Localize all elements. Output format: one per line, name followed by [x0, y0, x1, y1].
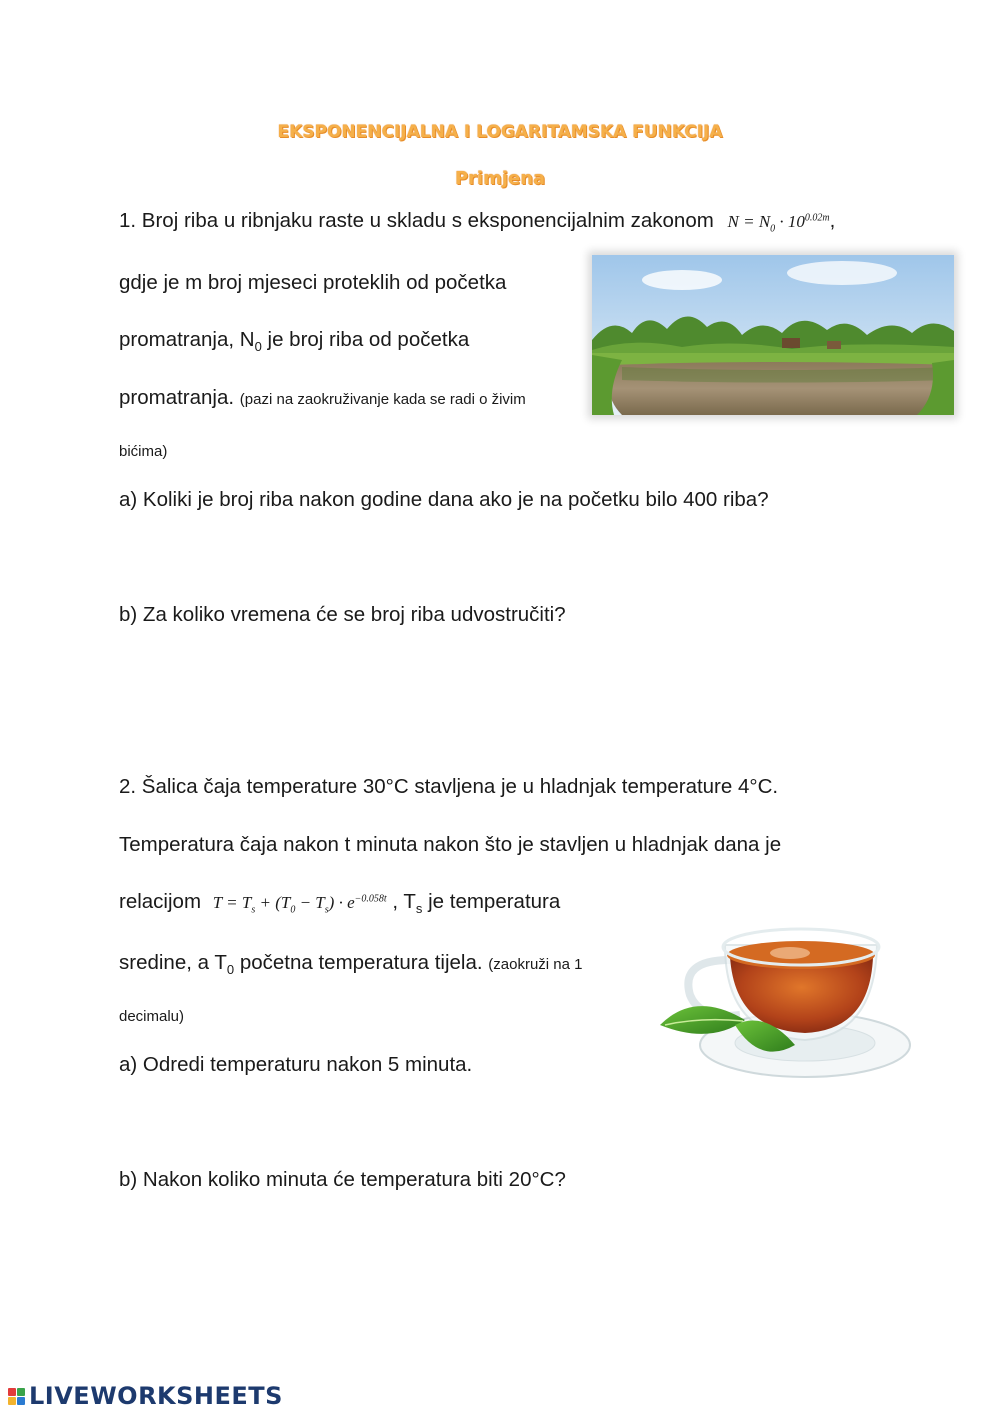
q2-line2: Temperatura čaja nakon t minuta nakon što je stavljen u hladnjak dana je [119, 833, 782, 856]
q2-line1: 2. Šalica čaja temperature 30°C stavljena je u hladnjak temperature 4°C. [119, 775, 779, 798]
tea-cup-image [655, 915, 915, 1095]
q2-line3: relacijom $T = T_s + (T_0 - T_s) \cdot e^{-0.058t}$ , $T_s$ je temperatura [119, 890, 561, 917]
q1-formula: $N = N_0 \cdot 10^{0.02m}$ [727, 212, 830, 235]
q2-note: decimalu) [119, 1008, 185, 1025]
liveworksheets-logo [8, 1381, 283, 1411]
q2-formula: $T = T_s + (T_0 - T_s) \cdot e^{-0.058t}$ [212, 893, 387, 916]
logo-block [8, 1397, 16, 1405]
q1-line1: 1. Broj riba u ribnjaku raste u skladu s eksponencijalnim zakonom $N = N_0 \cdot 10^{0.02m}$, [119, 209, 836, 235]
brand-text: LIVEWORKSHEETS [29, 1382, 283, 1410]
logo-blocks-icon [8, 1388, 25, 1405]
tea-drawing [655, 915, 915, 1095]
logo-block [17, 1397, 25, 1405]
q2-line4: sredine, a $T_0$ početna temperatura tijela. (zaokruži na 1 [119, 951, 583, 978]
q1-line3: promatranja, $N_0$ je broj riba od početka [119, 328, 470, 355]
logo-block [17, 1388, 25, 1396]
q1-question-a: a) Koliki je broj riba nakon godine dana ako je na početku bilo 400 riba? [119, 488, 769, 511]
q1-note: bićima) [119, 443, 168, 460]
pond-drawing [592, 255, 954, 415]
q2-question-a: a) Odredi temperaturu nakon 5 minuta. [119, 1053, 473, 1076]
pond-landscape-image [592, 255, 954, 415]
q1-question-b: b) Za koliko vremena će se broj riba udvostručiti? [119, 603, 566, 626]
q2-question-b: b) Nakon koliko minuta će temperatura biti 20°C? [119, 1168, 566, 1191]
logo-block [8, 1388, 16, 1396]
page-title: EKSPONENCIJALNA I LOGARITAMSKA FUNKCIJA [277, 122, 723, 142]
q1-line2: gdje je m broj mjeseci proteklih od početka [119, 271, 507, 294]
q1-line4: promatranja. (pazi na zaokruživanje kada se radi o živim [119, 386, 526, 409]
page-subtitle: Primjena [454, 168, 546, 189]
